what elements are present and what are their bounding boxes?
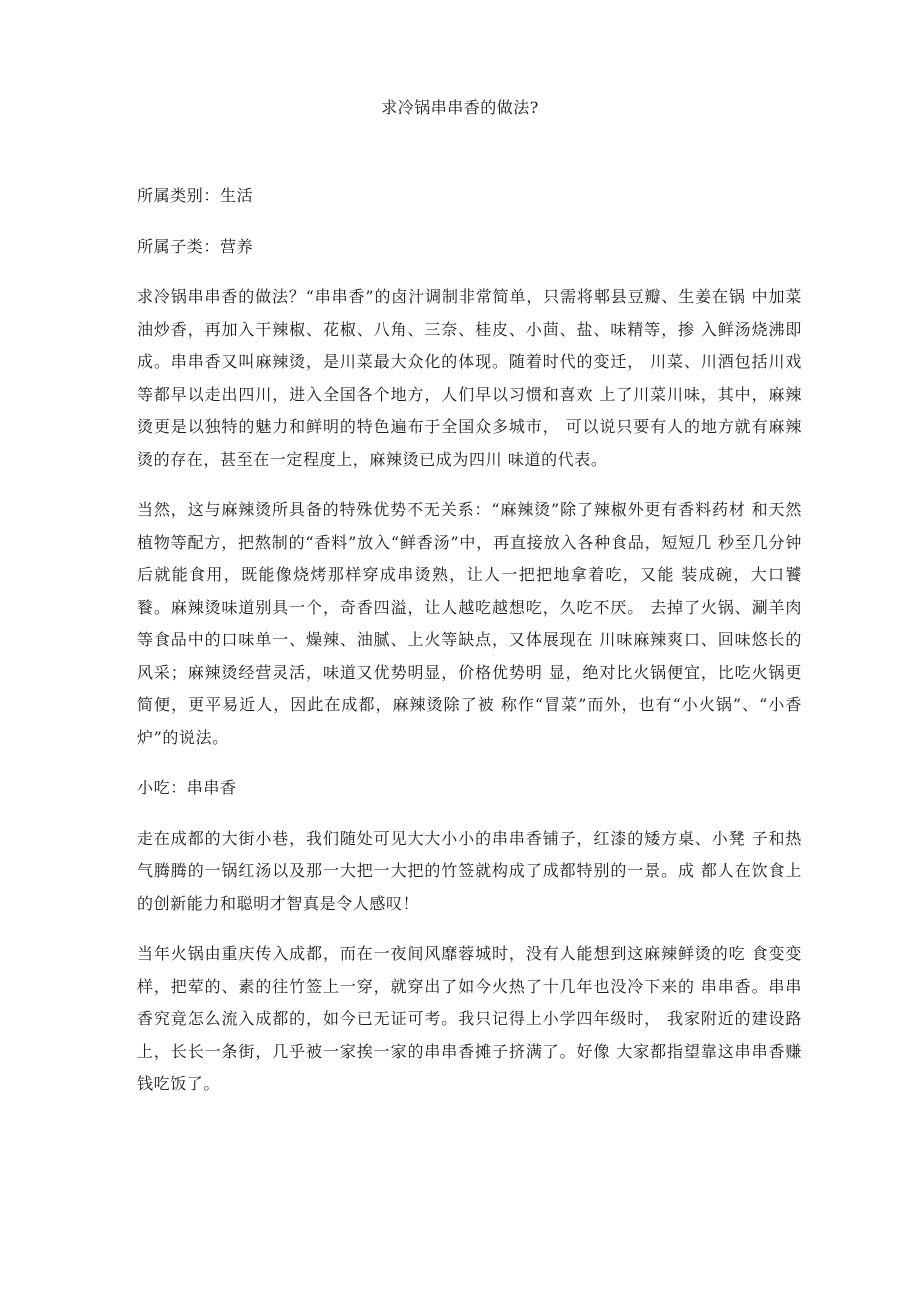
document-title: 求冷锅串串香的做法?	[381, 98, 539, 117]
paragraph-history: 当年火锅由重庆传入成都，而在一夜间风靡蓉城时，没有人能想到这麻辣鲜烫的吃 食变变样，把荤的、素的往竹签上一穿，就穿出了如今火热了十几年也没冷下来的 串串香。串串香究竟怎么流入成都的，如今已无证可考。我只记得上小学四年级时， 我家附近的建设路上，长长一条街，几乎被一家挨一家的串串香摊子挤满了。好像 大家都指望靠这串串香赚钱吃饭了。	[137, 944, 802, 1093]
category-line: 所属类别：生活	[137, 186, 254, 205]
subcategory-line: 所属子类：营养	[137, 236, 254, 256]
paragraph-advantages: 当然，这与麻辣烫所具备的特殊优势不无关系：“麻辣烫”除了辣椒外更有香料药材 和天然植物等配方，把熬制的“香料”放入“鲜香汤”中，再直接放入各种食品，短短几 秒至几分钟后就能食用，既能像烧烤那样穿成串烫熟，让人一把把地拿着吃，又能 装成碗，大口饕餮。麻辣烫味道别具一个，奇香四溢，让人越吃越想吃，久吃不厌。 去掉了火锅、涮羊肉等食品中的口味单一、燥辣、油腻、上火等缺点，又体展现在 川味麻辣爽口、回味悠长的风采；麻辣烫经营灵活，味道又优势明显，价格优势明 显，绝对比火锅便宜，比吃火锅更简便，更平易近人，因此在成都，麻辣烫除了被 称作“冒菜”而外，也有“小火锅”、“小香炉”的说法。	[137, 500, 802, 747]
paragraph-recipe: 求冷锅串串香的做法？“串串香”的卤汁调制非常简单，只需将郫县豆瓣、生姜在锅 中加菜油炒香，再加入干辣椒、花椒、八角、三奈、桂皮、小茴、盐、味精等，掺 入鲜汤烧沸即成。串串香又叫麻辣烫，是川菜最大众化的体现。随着时代的变迁， 川菜、川酒包括川戏等都早以走出四川，进入全国各个地方，人们早以习惯和喜欢 上了川菜川味，其中，麻辣烫更是以独特的魅力和鲜明的特色遍布于全国众多城市， 可以说只要有人的地方就有麻辣烫的存在，甚至在一定程度上，麻辣烫已成为四川 味道的代表。	[137, 287, 802, 469]
document-body	[137, 180, 802, 1119]
section-heading-snack: 小吃：串串香	[137, 778, 237, 797]
paragraph-street-scene: 走在成都的大街小巷，我们随处可见大大小小的串串香铺子，红漆的矮方桌、小凳 子和热气腾腾的一锅红汤以及那一大把一大把的竹签就构成了成都特别的一景。成 都人在饮食上的创新能力和聪明才智真是令人感叹！	[137, 828, 802, 913]
